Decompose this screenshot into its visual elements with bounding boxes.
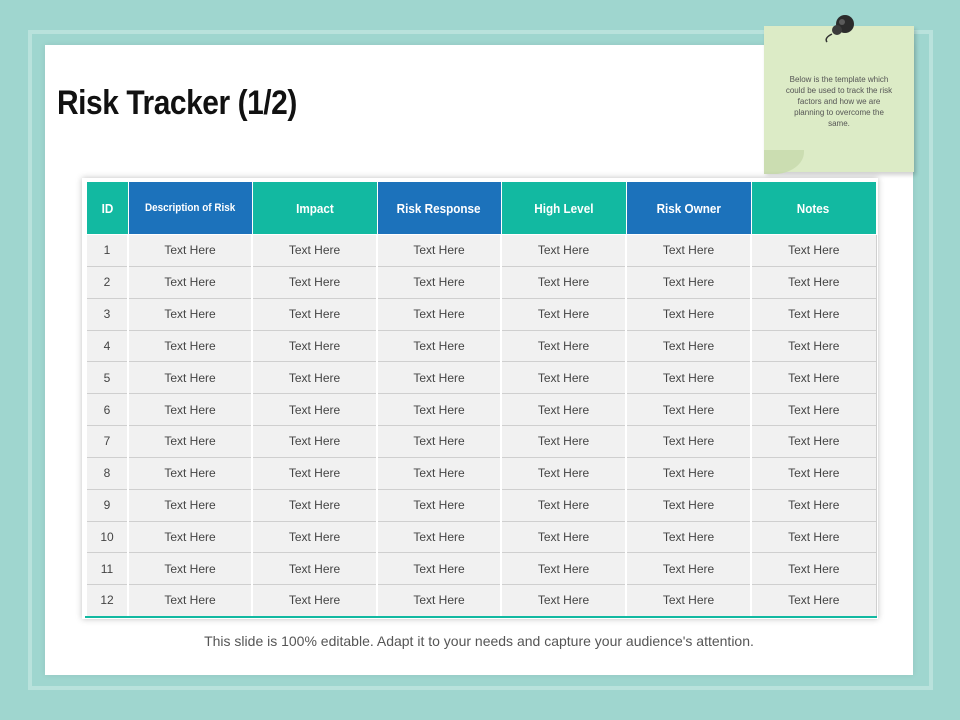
table-cell: Text Here — [377, 266, 501, 298]
table-cell: Text Here — [252, 235, 377, 267]
table-cell: Text Here — [626, 426, 751, 458]
table-cell: Text Here — [377, 426, 501, 458]
table-cell: Text Here — [626, 266, 751, 298]
table-cell: Text Here — [501, 298, 626, 330]
table-cell: Text Here — [252, 266, 377, 298]
table-cell: Text Here — [751, 426, 876, 458]
table-cell: Text Here — [128, 362, 252, 394]
table-cell: Text Here — [377, 298, 501, 330]
table-cell: Text Here — [751, 362, 876, 394]
table-cell: Text Here — [626, 457, 751, 489]
row-id-cell: 7 — [86, 426, 128, 458]
table-cell: Text Here — [501, 235, 626, 267]
row-id-cell: 9 — [86, 489, 128, 521]
column-header-label: High Level — [533, 200, 594, 216]
table-cell: Text Here — [751, 585, 876, 617]
table-cell: Text Here — [501, 426, 626, 458]
table-cell: Text Here — [377, 521, 501, 553]
column-header-label: Notes — [797, 200, 830, 216]
table-cell: Text Here — [128, 457, 252, 489]
column-header — [626, 182, 751, 235]
table-cell: Text Here — [501, 489, 626, 521]
table-cell: Text Here — [626, 298, 751, 330]
table-cell: Text Here — [252, 489, 377, 521]
table-cell: Text Here — [252, 585, 377, 617]
table-row — [86, 394, 876, 426]
column-header-label: ID — [101, 200, 113, 216]
table-cell: Text Here — [377, 489, 501, 521]
table-cell: Text Here — [626, 362, 751, 394]
table-cell: Text Here — [377, 362, 501, 394]
table-cell: Text Here — [128, 330, 252, 362]
table-cell: Text Here — [128, 298, 252, 330]
row-id-cell: 12 — [86, 585, 128, 617]
table-row — [86, 585, 876, 617]
table-cell: Text Here — [377, 553, 501, 585]
risk-table — [85, 181, 877, 618]
table-cell: Text Here — [377, 235, 501, 267]
table-cell: Text Here — [252, 298, 377, 330]
table-cell: Text Here — [626, 489, 751, 521]
row-id-cell: 2 — [86, 266, 128, 298]
table-cell: Text Here — [377, 457, 501, 489]
table-cell: Text Here — [626, 235, 751, 267]
risk-table-container — [82, 178, 878, 619]
column-header — [128, 182, 252, 235]
table-cell: Text Here — [128, 553, 252, 585]
table-cell: Text Here — [626, 553, 751, 585]
table-cell: Text Here — [377, 330, 501, 362]
table-cell: Text Here — [626, 521, 751, 553]
row-id-cell: 8 — [86, 457, 128, 489]
column-header — [252, 182, 377, 235]
row-id-cell: 5 — [86, 362, 128, 394]
table-cell: Text Here — [626, 585, 751, 617]
table-cell: Text Here — [128, 585, 252, 617]
table-cell: Text Here — [252, 457, 377, 489]
table-cell: Text Here — [501, 362, 626, 394]
table-body — [86, 235, 876, 617]
table-row — [86, 457, 876, 489]
table-cell: Text Here — [751, 394, 876, 426]
table-cell: Text Here — [501, 585, 626, 617]
table-cell: Text Here — [501, 553, 626, 585]
table-row — [86, 266, 876, 298]
table-cell: Text Here — [252, 330, 377, 362]
table-cell: Text Here — [751, 489, 876, 521]
footer-caption: This slide is 100% editable. Adapt it to your needs and capture your audience's attention. — [204, 633, 754, 649]
table-cell: Text Here — [252, 394, 377, 426]
table-cell: Text Here — [626, 330, 751, 362]
table-cell: Text Here — [128, 489, 252, 521]
table-row — [86, 362, 876, 394]
column-header — [501, 182, 626, 235]
table-cell: Text Here — [501, 266, 626, 298]
table-header-row — [86, 182, 876, 235]
table-row — [86, 330, 876, 362]
sticky-note-text: Below is the template which could be used to track the risk factors and how we are planning to overcome the same. — [785, 75, 893, 128]
column-header-label: Risk Response — [397, 200, 481, 216]
table-cell: Text Here — [751, 266, 876, 298]
pushpin-icon — [818, 12, 858, 46]
table-cell: Text Here — [128, 235, 252, 267]
table-row — [86, 235, 876, 267]
row-id-cell: 10 — [86, 521, 128, 553]
column-header-label: Description of Risk — [144, 202, 236, 214]
table-cell: Text Here — [252, 553, 377, 585]
row-id-cell: 4 — [86, 330, 128, 362]
column-header — [751, 182, 876, 235]
table-cell: Text Here — [751, 298, 876, 330]
table-cell: Text Here — [128, 266, 252, 298]
table-cell: Text Here — [751, 457, 876, 489]
table-cell: Text Here — [751, 330, 876, 362]
table-cell: Text Here — [252, 426, 377, 458]
table-cell: Text Here — [128, 426, 252, 458]
page-title: Risk Tracker (1/2) — [57, 84, 297, 122]
row-id-cell: 1 — [86, 235, 128, 267]
row-id-cell: 6 — [86, 394, 128, 426]
table-cell: Text Here — [751, 235, 876, 267]
table-cell: Text Here — [501, 457, 626, 489]
table-cell: Text Here — [501, 521, 626, 553]
table-cell: Text Here — [377, 585, 501, 617]
table-row — [86, 298, 876, 330]
table-cell: Text Here — [501, 394, 626, 426]
table-cell: Text Here — [751, 521, 876, 553]
table-cell: Text Here — [377, 394, 501, 426]
table-cell: Text Here — [751, 553, 876, 585]
table-cell: Text Here — [626, 394, 751, 426]
column-header-label: Impact — [295, 200, 334, 216]
column-header-label: Risk Owner — [656, 200, 721, 216]
row-id-cell: 11 — [86, 553, 128, 585]
column-header — [86, 182, 128, 235]
table-cell: Text Here — [501, 330, 626, 362]
row-id-cell: 3 — [86, 298, 128, 330]
table-row — [86, 489, 876, 521]
table-cell: Text Here — [252, 362, 377, 394]
table-row — [86, 521, 876, 553]
table-cell: Text Here — [128, 521, 252, 553]
table-row — [86, 553, 876, 585]
table-cell: Text Here — [252, 521, 377, 553]
table-cell: Text Here — [128, 394, 252, 426]
column-header — [377, 182, 501, 235]
table-row — [86, 426, 876, 458]
